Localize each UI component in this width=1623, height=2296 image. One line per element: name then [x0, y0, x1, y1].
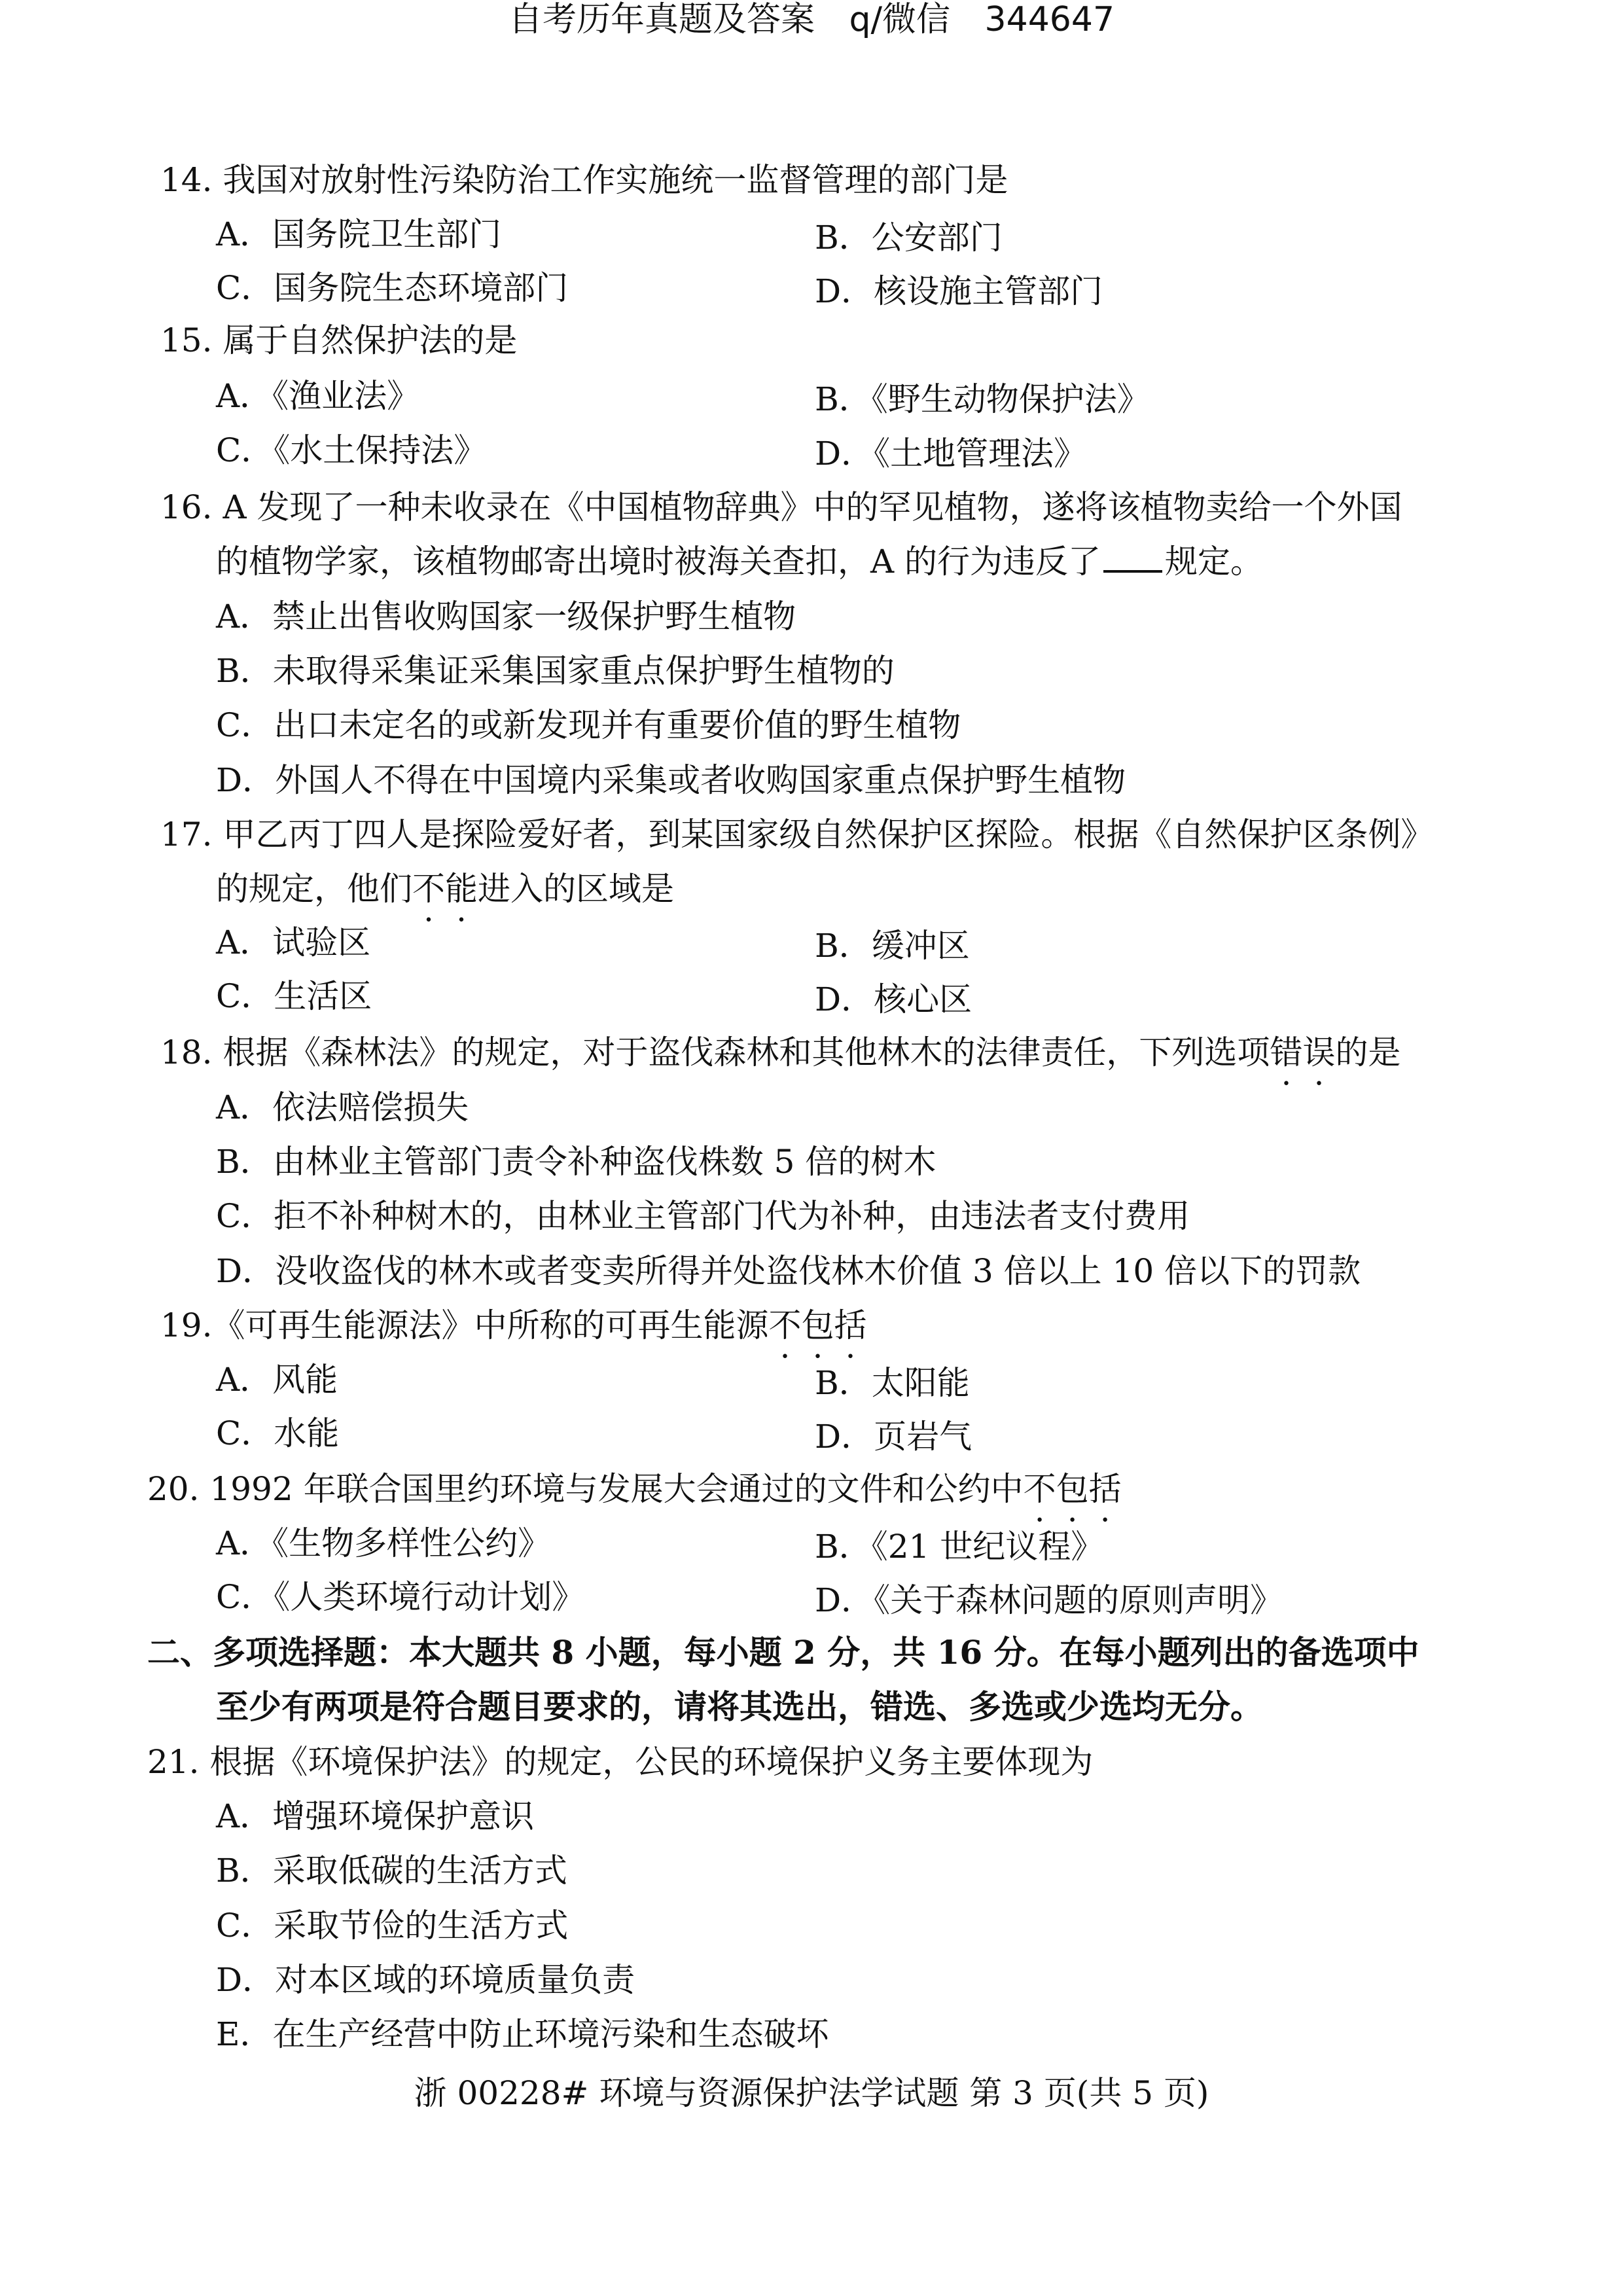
question-21-option-e: E．在生产经营中防止环境污染和生态破坏: [216, 2015, 829, 2053]
page-header: [0, 0, 1623, 39]
page-footer: 浙 00228# 环境与资源保护法学试题 第 3 页(共 5 页): [414, 2074, 1209, 2112]
section-2-heading-line1: 二、多项选择题：本大题共 8 小题，每小题 2 分，共 16 分。在每小题列出的备选项中: [147, 1633, 1419, 1672]
emphasis-char: 包: [1056, 1470, 1089, 1508]
question-15-stem: 15. 属于自然保护法的是: [160, 321, 518, 359]
question-17-stem-line2: 的规定，他们不能进入的区域是: [216, 870, 674, 908]
header-title: 自考历年真题及答案: [508, 0, 815, 39]
question-20-option-a: A．《生物多样性公约》: [216, 1524, 551, 1562]
question-17-option-d: D．核心区: [815, 980, 972, 1018]
question-17-option-a: A．试验区: [216, 924, 371, 961]
question-14-option-a: A．国务院卫生部门: [216, 215, 502, 253]
question-14-option-d: D．核设施主管部门: [815, 272, 1103, 310]
question-16-option-a: A．禁止出售收购国家一级保护野生植物: [216, 598, 796, 636]
emphasis-char: 括: [834, 1306, 867, 1344]
question-19-option-d: D．页岩气: [815, 1418, 972, 1456]
question-17-stem-line1: 17. 甲乙丙丁四人是探险爱好者，到某国家级自然保护区探险。根据《自然保护区条例》: [160, 816, 1434, 853]
question-15-option-d: D．《土地管理法》: [815, 435, 1087, 473]
emphasis-char: 不: [412, 870, 445, 908]
question-19-option-a: A．风能: [216, 1361, 338, 1399]
question-17-option-c: C．生活区: [216, 977, 372, 1015]
question-15-option-c: C．《水土保持法》: [216, 431, 487, 469]
question-20-option-b: B．《21 世纪议程》: [815, 1528, 1104, 1566]
question-15-option-a: A．《渔业法》: [216, 377, 420, 415]
section-2-heading-line2: 至少有两项是符合题目要求的，请将其选出，错选、多选或少选均无分。: [216, 1687, 1263, 1726]
question-19-option-c: C．水能: [216, 1414, 340, 1452]
emphasis-char: 错: [1270, 1033, 1303, 1071]
question-18-option-d: D．没收盗伐的林木或者变卖所得并处盗伐林木价值 3 倍以上 10 倍以下的罚款: [216, 1252, 1361, 1290]
header-contact-label: q/微信: [849, 0, 951, 39]
question-19-option-b: B．太阳能: [815, 1364, 970, 1402]
question-18-option-a: A．依法赔偿损失: [216, 1088, 469, 1126]
question-17-option-b: B．缓冲区: [815, 927, 970, 965]
question-16-stem-line1: 16. A 发现了一种未收录在《中国植物辞典》中的罕见植物，遂将该植物卖给一个外国: [160, 488, 1402, 526]
question-21-option-d: D．对本区域的环境质量负责: [216, 1961, 635, 1999]
question-14-option-b: B．公安部门: [815, 219, 1003, 257]
question-20-stem: 20. 1992 年联合国里约环境与发展大会通过的文件和公约中不包括: [147, 1470, 1122, 1508]
question-16-option-b: B．未取得采集证采集国家重点保护野生植物的: [216, 652, 895, 690]
question-21-option-a: A．增强环境保护意识: [216, 1797, 535, 1835]
emphasis-char: 包: [801, 1306, 834, 1344]
question-20-option-c: C．《人类环境行动计划》: [216, 1578, 585, 1616]
question-16-stem-line2: 的植物学家，该植物邮寄出境时被海关查扣，A 的行为违反了 规定。: [216, 543, 1264, 581]
question-21-option-c: C．采取节俭的生活方式: [216, 1907, 569, 1945]
question-14-stem: 14. 我国对放射性污染防治工作实施统一监督管理的部门是: [160, 161, 1008, 199]
emphasis-char: 不: [1023, 1470, 1056, 1508]
question-18-option-b: B．由林业主管部门责令补种盗伐株数 5 倍的树木: [216, 1143, 936, 1181]
question-16-option-c: C．出口未定名的或新发现并有重要价值的野生植物: [216, 706, 961, 744]
header-contact-number: 344647: [984, 0, 1115, 39]
question-21-stem: 21. 根据《环境保护法》的规定，公民的环境保护义务主要体现为: [147, 1743, 1094, 1781]
question-19-stem: 19.《可再生能源法》中所称的可再生能源不包括: [160, 1306, 867, 1344]
question-21-option-b: B．采取低碳的生活方式: [216, 1852, 567, 1890]
emphasis-char: 不: [768, 1306, 802, 1344]
question-15-option-b: B．《野生动物保护法》: [815, 380, 1150, 418]
emphasis-char: 括: [1088, 1470, 1122, 1508]
question-18-stem: 18. 根据《森林法》的规定，对于盗伐森林和其他林木的法律责任，下列选项错误的是: [160, 1033, 1401, 1071]
emphasis-char: 误: [1302, 1033, 1336, 1071]
answer-blank: [1103, 544, 1162, 573]
question-20-option-d: D．《关于森林问题的原则声明》: [815, 1581, 1283, 1619]
question-16-option-d: D．外国人不得在中国境内采集或者收购国家重点保护野生植物: [216, 761, 1126, 799]
emphasis-char: 能: [445, 870, 478, 908]
question-18-option-c: C．拒不补种树木的，由林业主管部门代为补种，由违法者支付费用: [216, 1197, 1190, 1235]
question-14-option-c: C．国务院生态环境部门: [216, 269, 569, 307]
